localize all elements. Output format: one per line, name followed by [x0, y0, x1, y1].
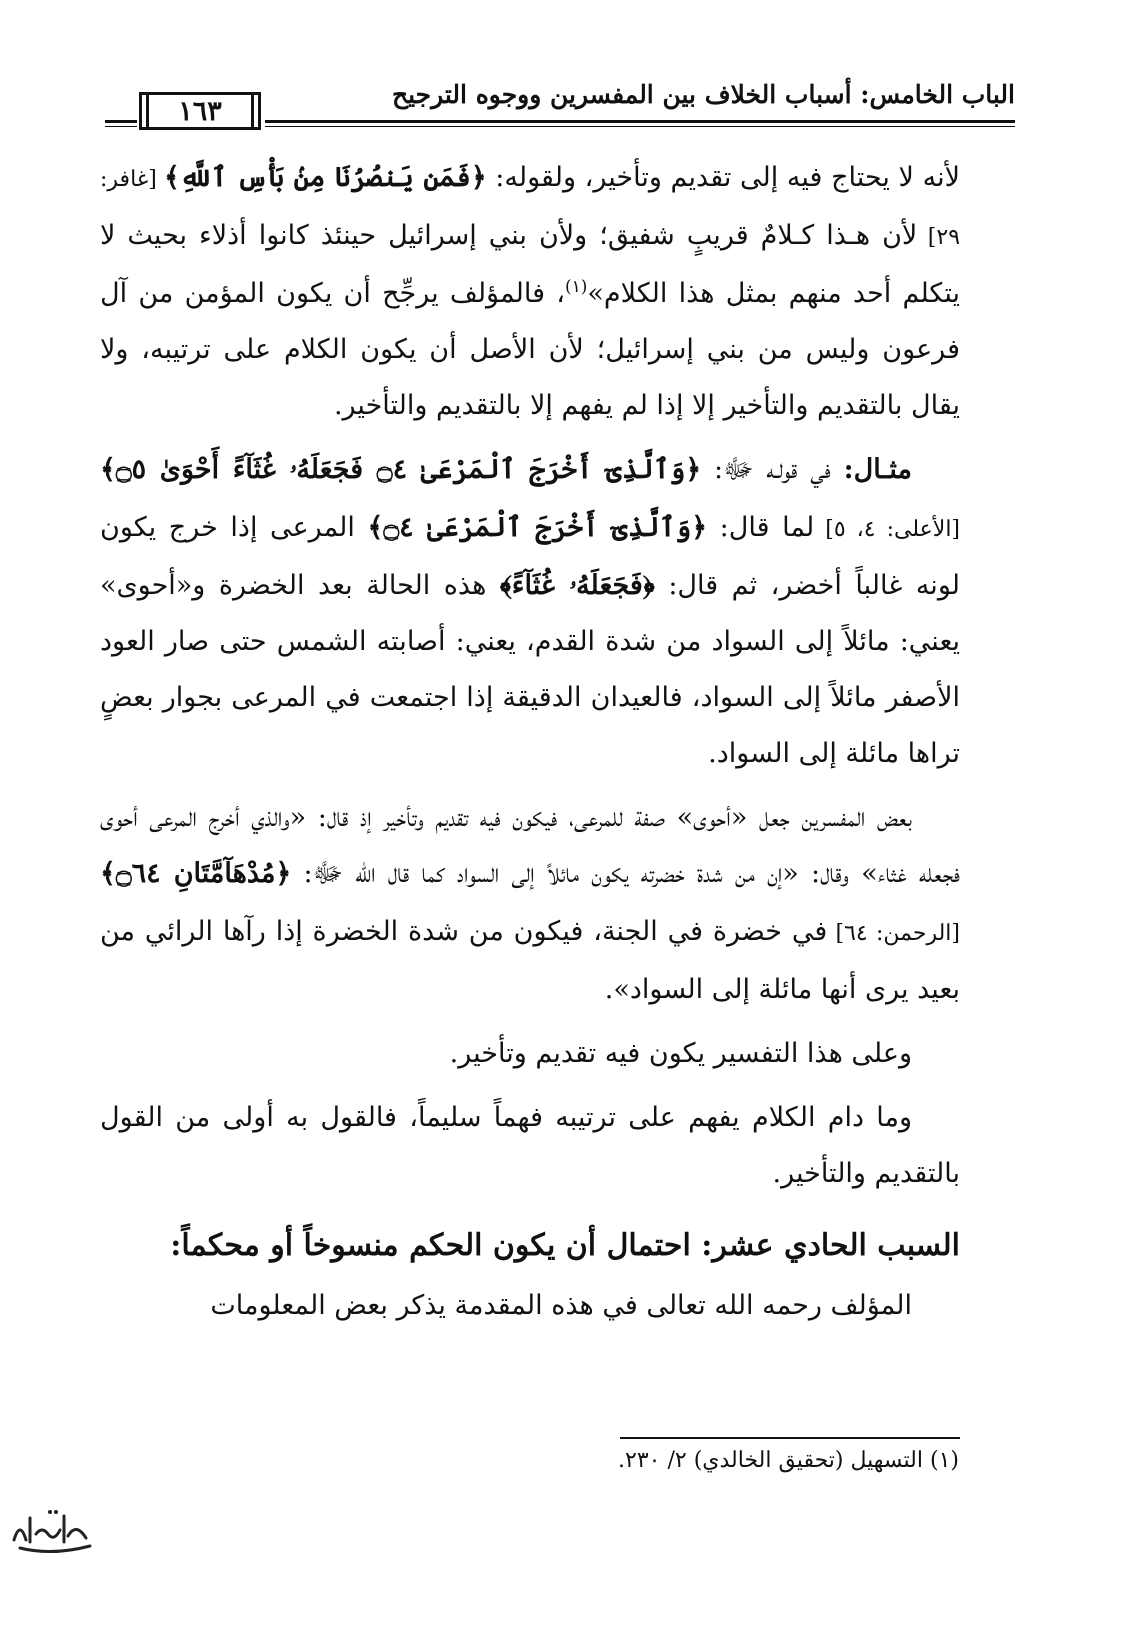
- page-number-frame: [139, 92, 261, 130]
- footnote-separator: [620, 1437, 960, 1439]
- publisher-logo-icon: [6, 1500, 98, 1560]
- paragraph-text: في خضرة في الجنة، فيكون من شدة الخضرة إذا رآها الرائي من بعيد يرى أنها مائلة إلى السواد».: [100, 916, 960, 1005]
- header-rule-left-thin: [105, 126, 137, 127]
- paragraph-6: المؤلف رحمه الله تعالى في هذه المقدمة يذكر بعض المعلومات: [210, 1290, 912, 1321]
- page-body: [100, 150, 960, 1334]
- paragraph-text: بعض المفسرين جعل «أحوى» صفة للمرعى، فيكون فيه تقديم وتأخير إذ قال: «والذي أخرج المرعى أحوى فجعله غثاء» وقال: «إن من شدة خضرته يكون مائلاً إلى السواد كما قال الله ﷻ:: [100, 802, 960, 889]
- paragraph-text: لأنه لا يحتاج فيه إلى تقديم وتأخير، ولقوله:: [486, 162, 960, 193]
- paragraph-text: لأن هـذا كـلامٌ قريبٍ شفيق؛ ولأن بني إسرائيل حينئذ كانوا أذلاء بحيث لا يتكلم أحد منهم بمثل هذا الكلام»: [100, 220, 960, 309]
- verse-reference: [الرحمن: ٦٤]: [827, 921, 960, 946]
- paragraph-5: وما دام الكلام يفهم على ترتيبه فهماً سليماً، فالقول به أولى من القول بالتقديم والتأخير.: [100, 1102, 960, 1189]
- paragraph-4: وعلى هذا التفسير يكون فيه تقديم وتأخير.: [449, 1038, 912, 1069]
- paragraph-text: المرعى إذا خرج يكون لونه غالباً أخضر، ثم قال:: [100, 512, 960, 601]
- quran-verse: ﴿فَمَن يَنصُرُنَا مِنۢ بَأْسِ ٱللَّهِ﴾: [163, 162, 487, 193]
- quran-verse: ﴿وَٱلَّذِىٓ أَخْرَجَ ٱلْمَرْعَىٰ ۝٤ فَجَعَلَهُۥ غُثَآءً أَحْوَىٰ ۝٥﴾: [100, 454, 702, 485]
- page-header: [105, 78, 1015, 138]
- section-heading: السبب الحادي عشر: احتمال أن يكون الحكم منسوخاً أو محكماً:: [170, 1228, 960, 1263]
- example-label: مثـال:: [843, 454, 912, 485]
- footnote-marker[interactable]: (١): [564, 277, 588, 297]
- paragraph-text: في قولـه ﷻ:: [701, 454, 844, 485]
- paragraph-text: لما قال:: [707, 512, 815, 543]
- paragraph-2: [100, 442, 960, 782]
- footnote: (١) التسهيل (تحقيق الخالدي) ٢/ ٢٣٠.: [618, 1448, 959, 1473]
- paragraph-text: هذه الحالة بعد الخضرة و«أحوى» يعني: مائلاً إلى السواد من شدة القدم، يعني: أصابته الشمس حتى صار العود الأصفر مائلاً إلى السواد، فالعيدان الدقيقة إذا اجتمعت في المرعى بجوار بعضٍ تراها مائلة إلى السواد.: [100, 570, 960, 769]
- page-number: ١٦٣: [178, 95, 222, 127]
- paragraph-3: [100, 790, 960, 1018]
- quran-verse: ﴿مُدْهَآمَّتَانِ ۝٦٤﴾: [100, 858, 292, 889]
- header-rule: [265, 120, 1015, 123]
- quran-verse: ﴿وَٱلَّذِىٓ أَخْرَجَ ٱلْمَرْعَىٰ ۝٤﴾: [367, 512, 708, 543]
- running-title: الباب الخامس: أسباب الخلاف بين المفسرين ووجوه الترجيح: [391, 80, 1015, 109]
- logo-glyph: [6, 1500, 98, 1560]
- verse-reference: [الأعلى: ٤، ٥]: [814, 517, 961, 542]
- quran-verse: ﴿فَجَعَلَهُۥ غُثَآءً﴾: [499, 570, 655, 601]
- verse-reference: [غافر: ٢٩]: [100, 167, 961, 250]
- header-rule-thin: [265, 126, 1015, 127]
- paragraph-1: [100, 150, 960, 434]
- header-rule-left: [105, 120, 137, 123]
- paragraph-text: ، فالمؤلف يرجِّح أن يكون المؤمن من آل فرعون وليس من بني إسرائيل؛ لأن الأصل أن يكون الكلام على ترتيبه، ولا يقال بالتقديم والتأخير إلا إذا لم يفهم إلا بالتقديم والتأخير.: [100, 278, 960, 421]
